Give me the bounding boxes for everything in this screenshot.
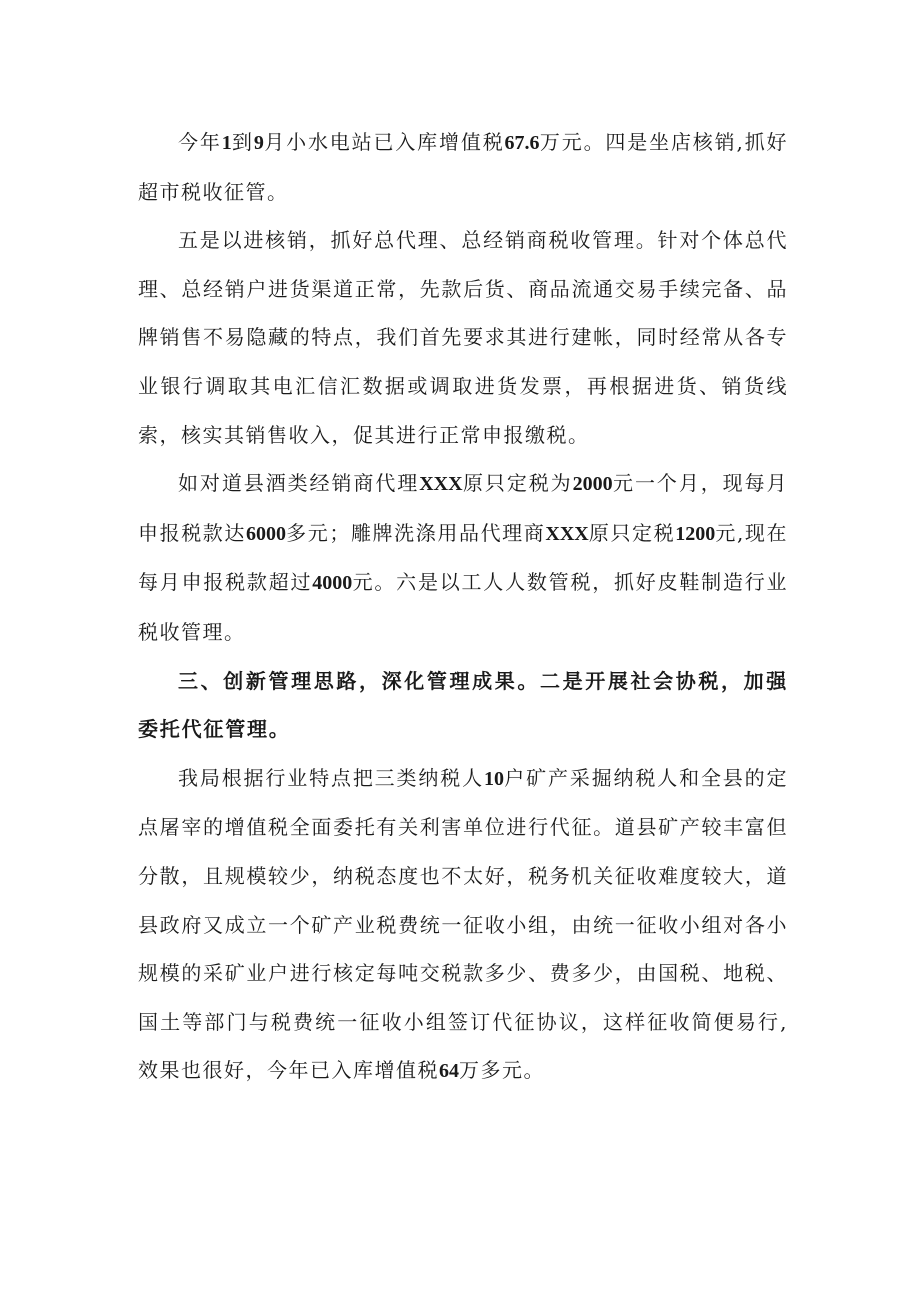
- numeric-value: 2000: [572, 473, 613, 496]
- numeric-value: 64: [439, 1060, 459, 1083]
- numeric-value: 10: [483, 767, 504, 790]
- text-run: 元一个月，现每月申报税款达: [138, 471, 789, 545]
- text-run: 万元。四是坐店核销,抓好超市税收征管。: [138, 130, 789, 204]
- section-heading: [138, 657, 788, 754]
- text-run: 元,现在每月申报税款超过: [138, 520, 789, 595]
- text-run: 五是以进核销，抓好总代理、总经销商税收管理。针对个体总代理、总经销户进货渠道正常，先款后货、商品流通交易手续完备、品牌销售不易隐藏的特点，我们首先要求其进行建帐，同时经常从各专业银行调取其电汇信汇数据或调取进货发票，再根据进货、销货线索，核实其销售收入，促其进行正常申报缴税。: [138, 228, 788, 447]
- text-run: 多元；雕牌洗涤用品代理商: [286, 520, 546, 545]
- body-paragraph: [138, 216, 788, 459]
- text-run: 万多元。: [459, 1058, 545, 1083]
- text-run: 三、创新管理思路，深化管理成果。二是开展社会协税，加强委托代征管理。: [138, 668, 788, 742]
- text-run: 原只定税为: [462, 471, 573, 496]
- body-paragraph: [138, 754, 788, 1096]
- text-run: 我局根据行业特点把三类纳税人: [178, 765, 484, 790]
- numeric-value: 67.6: [504, 132, 540, 154]
- text-run: 月小水电站已入库增值税: [263, 130, 505, 154]
- numeric-value: XXX: [419, 473, 463, 496]
- numeric-value: 4000: [312, 572, 353, 595]
- body-paragraph: [138, 459, 788, 656]
- numeric-value: 1: [221, 132, 232, 154]
- numeric-value: 1200: [675, 522, 716, 545]
- numeric-value: 6000: [246, 522, 287, 545]
- numeric-value: XXX: [545, 522, 589, 545]
- text-run: 如对道县酒类经销商代理: [178, 471, 420, 496]
- numeric-value: 9: [253, 132, 264, 154]
- text-run: 元。六是以工人人数管税，抓好皮鞋制造行业税收管理。: [138, 570, 789, 644]
- text-run: 到: [231, 130, 254, 154]
- text-run: 今年: [178, 130, 222, 154]
- document-body: [138, 118, 788, 1096]
- body-paragraph: [138, 118, 788, 216]
- text-run: 户矿产采掘纳税人和全县的定点屠宰的增值税全面委托有关利害单位进行代征。道县矿产较丰富但分散，且规模较少，纳税态度也不太好，税务机关征收难度较大，道县政府又成立一个矿产业税费统一征收小组，由统一征收小组对各小规模的采矿业户进行核定每吨交税款多少、费多少，由国税、地税、国土等部门与税费统一征收小组签订代征协议，这样征收简便易行,效果也很好，今年已入库增值税: [138, 765, 789, 1083]
- text-run: 原只定税: [588, 520, 676, 545]
